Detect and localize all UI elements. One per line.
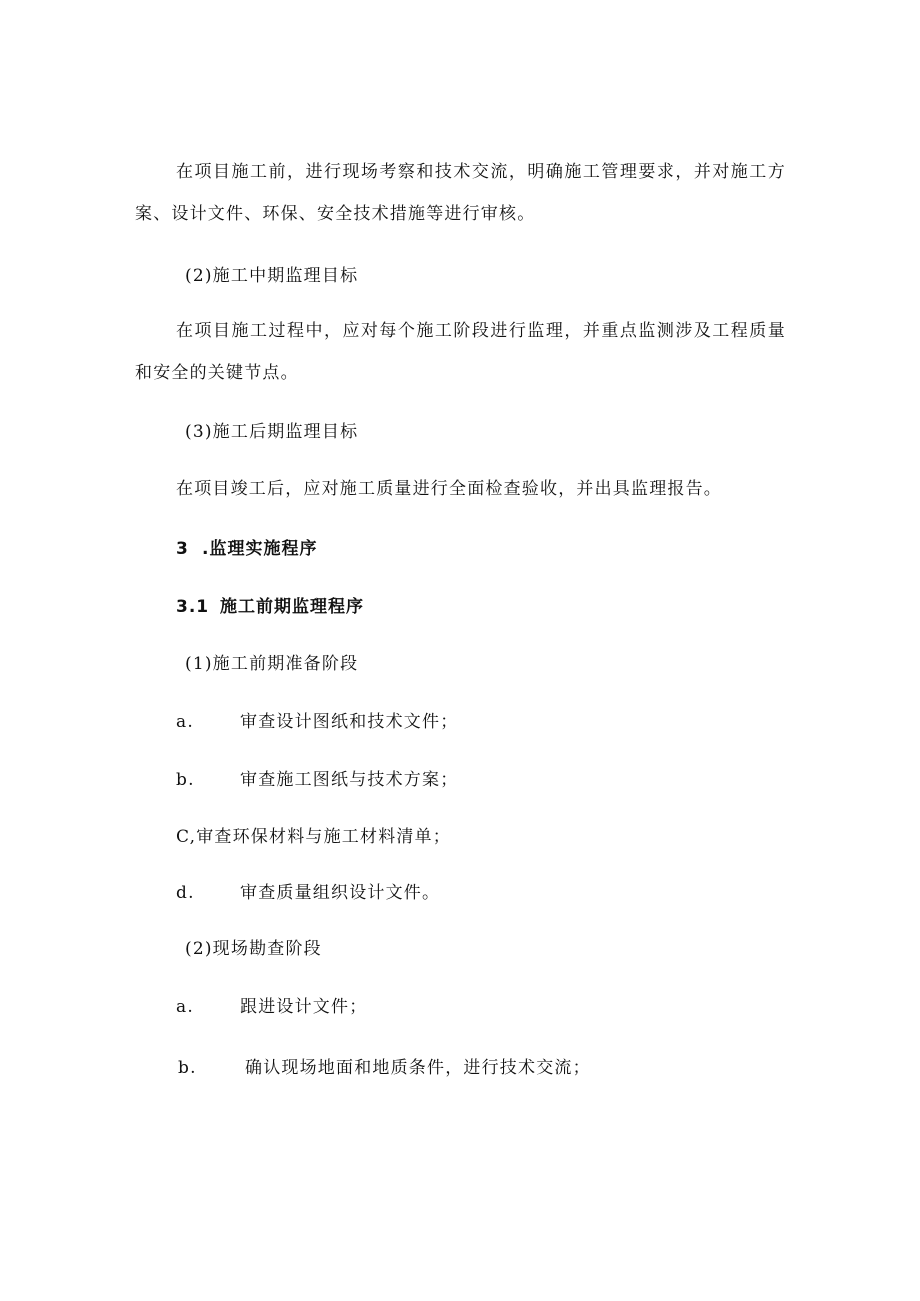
list-item-text: 确认现场地面和地质条件，进行技术交流；: [245, 1058, 591, 1078]
subheading: (3)施工后期监理目标: [185, 422, 359, 442]
list-item-text: C,审查环保材料与施工材料清单；: [176, 827, 452, 847]
list-item-mark: b.: [178, 1058, 197, 1078]
paragraph-line: 案、设计文件、环保、安全技术措施等进行审核。: [135, 204, 536, 224]
section-number: 3: [176, 539, 189, 559]
list-item-text: 跟进设计文件；: [240, 997, 368, 1017]
paragraph-line: 在项目施工过程中，应对每个施工阶段进行监理，并重点监测涉及工程质量: [176, 321, 786, 341]
paragraph-line: 在项目施工前，进行现场考察和技术交流，明确施工管理要求，并对施工方: [176, 162, 786, 182]
list-item-text: 审查质量组织设计文件。: [240, 883, 441, 903]
list-item-text: 审查设计图纸和技术文件；: [240, 712, 459, 732]
phase-title: (2)现场勘查阶段: [185, 939, 322, 959]
phase-title: (1)施工前期准备阶段: [185, 654, 359, 674]
paragraph-line: 和安全的关键节点。: [135, 363, 299, 383]
subheading: (2)施工中期监理目标: [185, 266, 359, 286]
section-title: .监理实施程序: [202, 539, 318, 559]
subsection-heading: [176, 596, 364, 618]
list-item-mark: a.: [176, 997, 194, 1017]
subsection-number: 3.1: [176, 597, 210, 617]
list-item-mark: a.: [176, 712, 194, 732]
section-heading: [176, 538, 317, 560]
paragraph-line: 在项目竣工后，应对施工质量进行全面检查验收，并出具监理报告。: [176, 479, 722, 499]
list-item-mark: d.: [176, 883, 195, 903]
list-item-text: 审查施工图纸与技术方案；: [240, 770, 459, 790]
list-item-mark: b.: [176, 770, 195, 790]
subsection-title: 施工前期监理程序: [220, 597, 364, 617]
